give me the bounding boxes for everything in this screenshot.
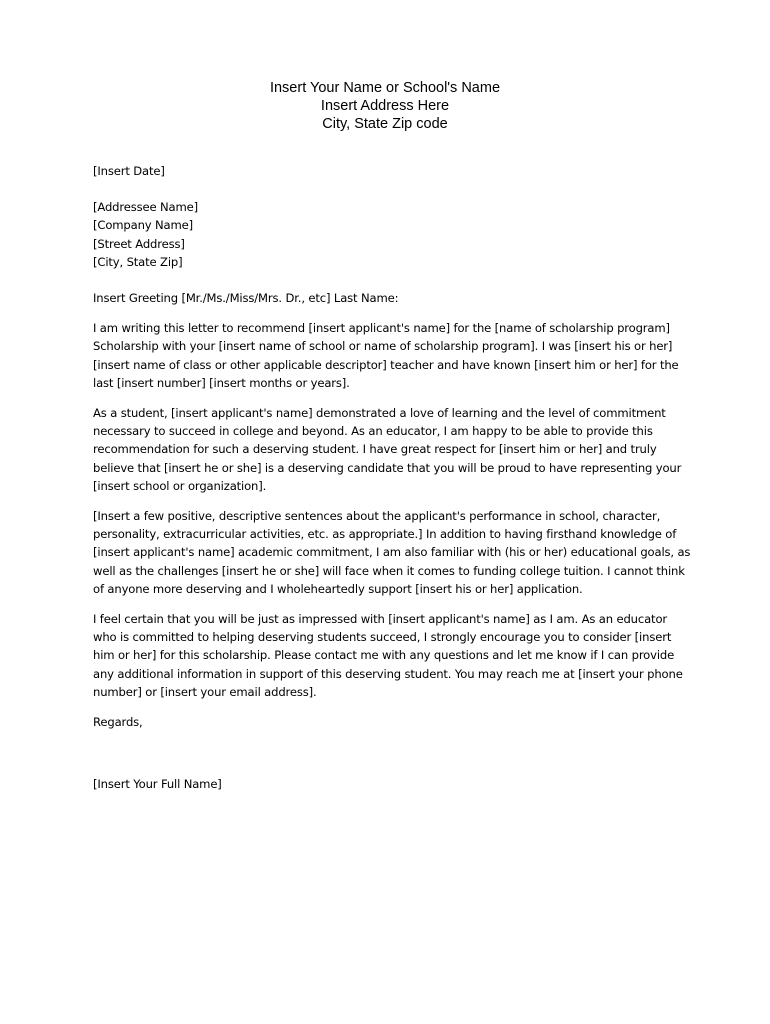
- recipient-name: [Addressee Name]: [93, 200, 198, 215]
- sender-name: Insert Your Name or School's Name: [269, 80, 501, 96]
- paragraph-line: As a student, [insert applicant's name] demonstrated a love of learning and the level of commitment: [93, 406, 666, 421]
- recipient-street: [Street Address]: [93, 236, 185, 251]
- paragraph-3: [93, 507, 693, 598]
- paragraph-line: him or her] for this scholarship. Please contact me with any questions and let me know if I can provide: [93, 648, 675, 663]
- signature: [Insert Your Full Name]: [93, 777, 222, 792]
- paragraph-line: I am writing this letter to recommend [insert applicant's name] for the [name of scholarship program]: [93, 321, 670, 336]
- recipient-company: [Company Name]: [93, 218, 193, 233]
- paragraph-line: last [insert number] [insert months or years].: [93, 375, 350, 390]
- paragraph-line: [insert applicant's name] academic commitment, I am also familiar with (his or her) educational goals, as: [93, 545, 691, 560]
- paragraph-line: recommendation for such a deserving student. I have great respect for [insert him or her] and truly: [93, 442, 657, 457]
- paragraph-line: personality, extracurricular activities, etc. as appropriate.] In addition to having firsthand knowledge of: [93, 527, 677, 542]
- letter-body: [93, 162, 693, 793]
- paragraph-line: number] or [insert your email address].: [93, 684, 317, 699]
- paragraph-2: [93, 404, 693, 495]
- paragraph-line: believe that [insert he or she] is a deserving candidate that you will be proud to have representing your: [93, 460, 682, 475]
- paragraph-line: [insert name of class or other applicable descriptor] teacher and have known [insert him or her] for the: [93, 357, 679, 372]
- paragraph-line: [insert school or organization].: [93, 478, 267, 493]
- sender-address: Insert Address Here: [320, 98, 450, 114]
- paragraph-line: Scholarship with your [insert name of school or name of scholarship program]. I was [insert his or her]: [93, 339, 673, 354]
- paragraph-4: [93, 610, 693, 701]
- paragraph-line: well as the challenges [insert he or she] will face when it comes to funding college tuition. I cannot think: [93, 563, 685, 578]
- paragraph-line: I feel certain that you will be just as impressed with [insert applicant's name] as I am. As an educator: [93, 612, 668, 627]
- greeting: Insert Greeting [Mr./Ms./Miss/Mrs. Dr., etc] Last Name:: [93, 291, 399, 306]
- paragraph-line: [Insert a few positive, descriptive sentences about the applicant's performance in school, character,: [93, 509, 661, 524]
- paragraph-1: [93, 319, 693, 392]
- paragraph-line: any additional information in support of this deserving student. You may reach me at [insert your phone: [93, 666, 683, 681]
- letterhead: [0, 79, 770, 133]
- closing: Regards,: [93, 715, 143, 730]
- recipient-city-state-zip: [City, State Zip]: [93, 254, 183, 269]
- paragraph-line: of anyone more deserving and I wholeheartedly support [insert his or her] application.: [93, 581, 583, 596]
- recipient-block: [93, 198, 693, 271]
- paragraph-line: who is committed to helping deserving students succeed, I strongly encourage you to consider [insert: [93, 630, 672, 645]
- paragraph-line: necessary to succeed in college and beyond. As an educator, I am happy to be able to provide this: [93, 424, 653, 439]
- letter-date: [Insert Date]: [93, 164, 165, 178]
- sender-city-state-zip: City, State Zip code: [322, 116, 448, 132]
